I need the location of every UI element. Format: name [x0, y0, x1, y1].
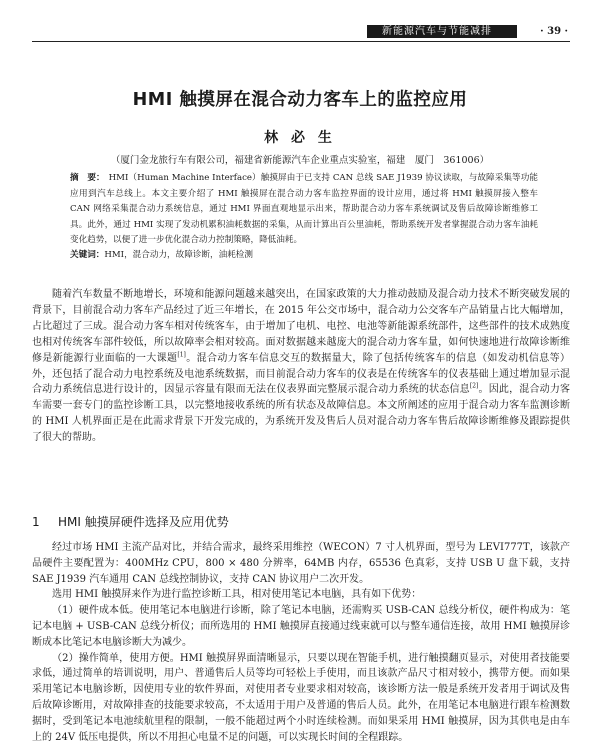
- section-1-paragraph: 经过市场 HMI 主流产品对比，并结合需求，最终采用维控（WECON）7 寸人机界面，型号为 LEVI777T，该款产品硬件主要配置为：400MHz CPU，800 × 480 分辨率，64MB 内存，65536 色真彩，支持 USB U 盘下载，支持 SAE J1939 汽车通用 CAN 总线控制协议，支持 CAN 协议用户二次开发。: [32, 542, 570, 585]
- intro-text-b: 。混合动力客车信息交互的数据量大，除了包括传统客车的信息（如发动机信息等）外，还包括了混合动力电控系统及电池系统数据，而目前混合动力客车的仪表是在传统客车的仪表基础上通过增加显示混合动力系统信息进行设计的，因显示容量有限而无法在仪表界面完整展示混合动力系统的状态信息: [32, 352, 571, 396]
- introduction: [32, 287, 570, 446]
- intro-text-c: 。因此，混合动力客车需要一套专门的监控诊断工具，以完整地接收系统的所有状态及故障信息。本文所阐述的应用于混合动力客车监测诊断的 HMI 人机界面正是在此需求背景下开发完成的，为系统开发及售后人员对混合动力客车售后故障诊断维修及跟踪提供了很大的帮助。: [32, 384, 571, 444]
- section-1-paragraph: （2）操作简单，使用方便。HMI 触摸屏界面清晰显示，只要以现在智能手机，进行触摸翻页显示，对使用者技能要求低，通过简单的培训说明，用户、普通售后人员等均可轻松上手使用，而且该款产品尺寸相对较小，携带方便。而如果采用笔记本电脑诊断，因使用专业的软件界面，对使用者专业要求相对较高，该诊断方法一般是系统开发者用于调试及售后故障诊断用，对故障排查的技能要求较高，不太适用于用户及普通的售后人员。此外，在用笔记本电脑进行跟车检测数据时，受到笔记本电池续航里程的限制，一般不能超过两个小时连续检测。而如果采用 HMI 触摸屏，因为其供电是由车上的 24V 低压电提供，所以不用担心电量不足的问题，可以实现长时间的全程跟踪。: [32, 652, 570, 743]
- section-1-paragraph: （1）硬件成本低。使用笔记本电脑进行诊断，除了笔记本电脑，还需购买 USB-CAN 总线分析仪，硬件构成为：笔记本电脑 + USB-CAN 总线分析仪；而所选用的 HMI 触摸屏直接通过线束就可以与整车通信连接，故用 HMI 触摸屏诊断成本比笔记本电脑诊断大为减少。: [32, 605, 570, 648]
- intro-text-a: 随着汽车数量不断地增长，环境和能源问题越来越突出，在国家政策的大力推动鼓励及混合动力技术不断突破发展的背景下，目前混合动力客车产品经过了近三年增长，在 2015 年公交市场中，混合动力公交客车产品销量占比大幅增加，占比超过了三成。混合动力客车相对传统客车，由于增加了电机、电控、电池等新能源系统部件，这些部件的技术成熟度也相对传统客车部件较低，所以故障率会相对较高。面对数据越来越庞大的混合动力客车量，如何快速地进行故障诊断维修是新能源行业面临的一大课题: [32, 289, 570, 364]
- citation-2: [2]: [469, 383, 479, 391]
- running-head: [32, 22, 570, 44]
- section-1-paragraph: 选用 HMI 触摸屏来作为进行监控诊断工具，相对使用笔记本电脑，具有如下优势：: [52, 589, 422, 601]
- section-1-number: 1: [32, 515, 40, 529]
- author-affiliation: （厦门金龙旅行车有限公司，福建省新能源汽车企业重点实验室，福建 厦门 361006）: [110, 155, 490, 166]
- abstract-label: 摘 要：: [70, 173, 105, 183]
- article-title: HMI 触摸屏在混合动力客车上的监控应用: [132, 90, 468, 110]
- section-1-body: [32, 540, 570, 745]
- keywords: [70, 248, 538, 262]
- abstract: [70, 171, 538, 249]
- journal-name: 新能源汽车与节能减排: [382, 26, 492, 37]
- section-1-title: HMI 触摸屏硬件选择及应用优势: [58, 515, 229, 529]
- citation-1: [1]: [177, 351, 186, 359]
- header-rule: [32, 41, 570, 42]
- section-1-heading: [32, 514, 570, 530]
- keywords-label: 关键词：: [70, 250, 105, 260]
- abstract-text: HMI（Human Machine Interface）触摸屏由于已支持 CAN 总线 SAE J1939 协议读取，与故障采集等功能应用到汽车总线上。本文主要介绍了 HMI 触摸屏在混合动力客车监控界面的设计应用，通过将 HMI 触摸屏接入整车 CAN 网络采集混合动力系统信息，通过 HMI 界面直观地显示出来，帮助混合动力客车系统调试及售后故障诊断维修工具。此外，通过 HMI 实现了发动机累积油耗数据的采集，从而计算出百公里油耗，帮助系统开发者掌握混合动力客车油耗变化趋势，以便了进一步优化混合动力控制策略，降低油耗。: [70, 173, 538, 246]
- keywords-text: HMI，混合动力，故障诊断，油耗检测: [104, 250, 253, 260]
- intro-paragraph: [32, 287, 570, 446]
- article-author: 林 必 生: [264, 130, 336, 146]
- page-number: · 39 ·: [540, 26, 568, 37]
